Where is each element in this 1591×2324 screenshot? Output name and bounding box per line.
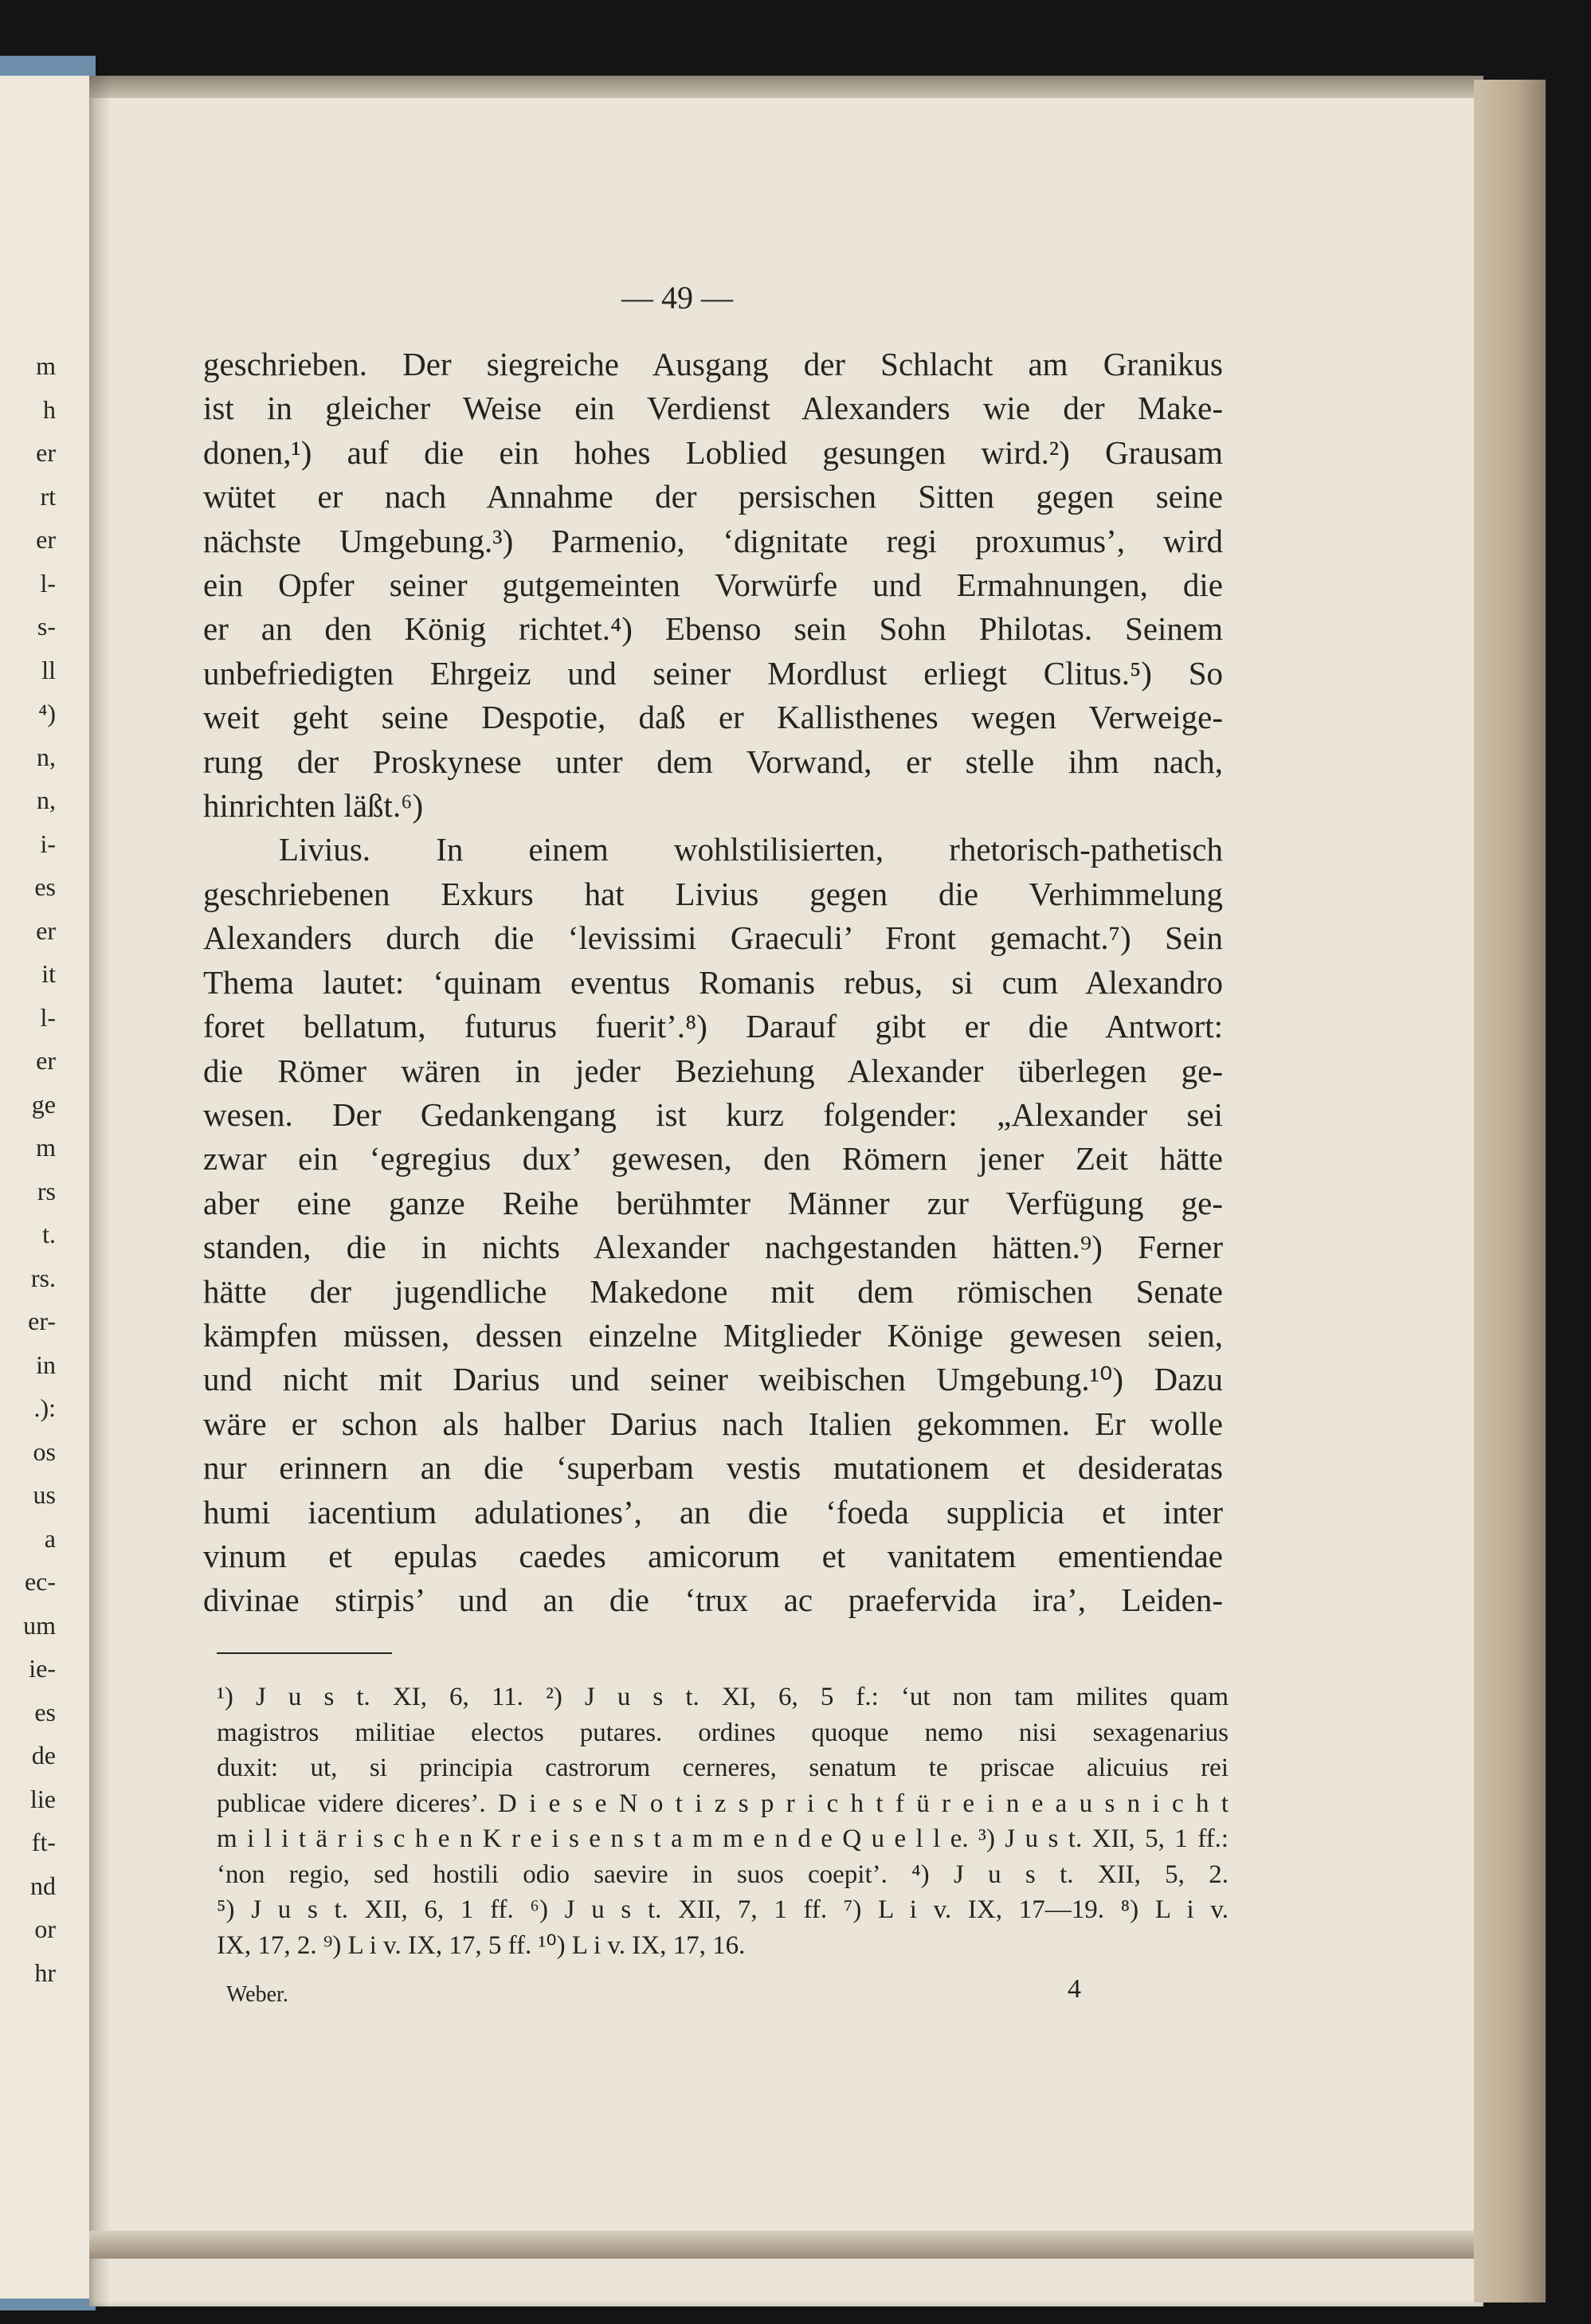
body-line: aber eine ganze Reihe berühmter Männer zur Verfügung ge- [203,1184,1223,1221]
footnote-line: IX, 17, 2. ⁹) L i v. IX, 17, 5 ff. ¹⁰) L i v. IX, 17, 16. [217,1930,746,1960]
left-page-fragment: er [36,438,56,467]
left-page-fragment: os [33,1436,56,1466]
left-page-edge [0,76,89,2299]
body-line: donen,¹) auf die ein hohes Loblied gesungen wird.²) Grausam [203,433,1223,471]
body-line: rung der Proskynese unter dem Vorwand, er stelle ihm nach, [203,743,1223,780]
left-page-fragment: us [33,1480,56,1509]
body-line: geschriebenen Exkurs hat Livius gegen die Verhimmelung [203,875,1223,912]
left-page-fragment: hr [34,1958,56,1987]
footnote-line: ¹) J u s t. XI, 6, 11. ²) J u s t. XI, 6, 5 f.: ‘ut non tam milites quam [217,1683,1229,1711]
body-line: hinrichten läßt.⁶) [203,787,424,825]
page-bottom-edge [89,2231,1483,2259]
body-line: kämpfen müssen, dessen einzelne Mitglieder Könige gewesen seien, [203,1316,1223,1354]
page-number: — 49 — [621,280,733,315]
page-top-shadow [89,76,1483,98]
left-page-fragment: rs. [30,1263,56,1292]
left-page-fragment: de [31,1741,56,1769]
left-page-fragment: ft- [31,1828,56,1856]
left-page-fragment: or [34,1914,56,1943]
left-page-fragment: h [43,394,56,424]
left-page-fragment: rt [40,481,56,511]
left-page-fragment: ge [31,1089,56,1119]
left-page-fragment: rs [37,1176,56,1205]
body-line: foret bellatum, futurus fuerit’.⁸) Darauf gibt er die Antwort: [203,1008,1223,1045]
body-line: nur erinnern an die ‘superbam vestis mutationem et desideratas [203,1449,1223,1487]
body-line: wütet er nach Annahme der persischen Sitten gegen seine [203,478,1223,515]
footnote-line: duxit: ut, si principia castrorum cerneres, senatum te priscae alicuius rei [217,1754,1229,1782]
left-page-fragment: es [34,872,56,901]
left-page-fragment: er [36,1046,56,1075]
left-page-fragment: um [23,1610,56,1640]
body-line: humi iacentium adulationes’, an die ‘foeda supplicia et inter [203,1493,1223,1530]
footnote-line: ‘non regio, sed hostili odio saevire in suos coepit’. ⁴) J u s t. XII, 5, 2. [217,1860,1229,1889]
left-page-fragment: m [36,351,56,380]
body-line: geschrieben. Der siegreiche Ausgang der Schlacht am Granikus [203,346,1223,382]
left-page-fragment: ie- [29,1654,56,1683]
body-line: vinum et epulas caedes amicorum et vanitatem ementiendae [203,1537,1223,1574]
left-page-fragment: ⁴) [38,699,56,727]
body-line: unbefriedigten Ehrgeiz und seiner Mordlust erliegt Clitus.⁵) So [203,654,1223,692]
left-page-fragment: n, [37,786,56,814]
left-page-fragment: i- [40,829,56,858]
footnote-line: publicae videre diceres’. D i e s e N o t i z s p r i c h t f ü r e i n e a u s n i c h t [217,1789,1229,1818]
body-text [203,343,1223,1623]
body-line: weit geht seine Despotie, daß er Kallisthenes wegen Verweige- [203,699,1223,736]
page-fore-edge [1474,80,1546,2302]
page-gutter [89,76,110,2306]
left-page-fragment: a [44,1523,56,1553]
footnote-line: m i l i t ä r i s c h e n K r e i s e n s t a m m e n d e Q u e l l e. ³) J u s t. XII, 5, 1 ff.: [217,1824,1229,1853]
left-page-fragment: n, [37,742,56,771]
body-line: hätte der jugendliche Makedone mit dem römischen Senate [203,1272,1223,1310]
left-page-fragment: t. [42,1220,56,1248]
left-page-fragment: l- [40,568,56,598]
body-line: Thema lautet: ‘quinam eventus Romanis rebus, si cum Alexandro [203,963,1223,1001]
body-line: und nicht mit Darius und seiner weibischen Umgebung.¹⁰) Dazu [203,1361,1223,1398]
left-page-fragment: er [36,915,56,945]
left-page-fragment: es [34,1697,56,1726]
body-line: wäre er schon als halber Darius nach Italien gekommen. Er wolle [203,1405,1223,1442]
left-page-fragment: nd [30,1871,56,1900]
left-page-fragment: er [36,525,56,554]
footnote-separator [217,1652,392,1654]
left-page-fragment: lie [30,1784,56,1813]
footnote-line: ⁵) J u s t. XII, 6, 1 ff. ⁶) J u s t. XII, 7, 1 ff. ⁷) L i v. IX, 17—19. ⁸) L i v. [217,1895,1229,1924]
body-line: wesen. Der Gedankengang ist kurz folgender: „Alexander sei [203,1095,1223,1133]
left-page-fragment: s- [37,612,56,641]
left-page-fragment: it [41,959,56,988]
footnote-line: magistros militiae electos putares. ordines quoque nemo nisi sexagenarius [217,1718,1229,1747]
left-page-fragment: er- [28,1307,56,1335]
left-page-fragment: ec- [24,1567,56,1596]
body-line: nächste Umgebung.³) Parmenio, ‘dignitate regi proxumus’, wird [203,522,1223,559]
body-line: ist in gleicher Weise ein Verdienst Alexanders wie der Make- [203,390,1223,427]
left-page-fragment: ll [41,655,56,684]
body-line: zwar ein ‘egregius dux’ gewesen, den Römern jener Zeit hätte [203,1140,1223,1178]
body-line: standen, die in nichts Alexander nachgestanden hätten.⁹) Ferner [203,1229,1223,1266]
body-line: er an den König richtet.⁴) Ebenso sein Sohn Philotas. Seinem [203,610,1223,648]
left-page-fragment: .): [33,1393,56,1422]
signature-mark: Weber. [226,1982,288,2007]
left-page-fragment: l- [40,1002,56,1032]
body-line: Alexanders durch die ‘levissimi Graeculi’ Front gemacht.⁷) Sein [203,919,1223,957]
left-page-fragment: in [36,1350,56,1379]
body-line: Livius. In einem wohlstilisierten, rhetorisch-pathetisch [279,831,1223,868]
body-line: die Römer wären in jeder Beziehung Alexander überlegen ge- [203,1052,1223,1089]
left-page-fragment: m [36,1133,56,1162]
body-line: divinae stirpis’ und an die ‘trux ac praefervida ira’, Leiden- [203,1581,1223,1619]
signature-number: 4 [1068,1974,1081,2004]
body-line: ein Opfer seiner gutgemeinten Vorwürfe und Ermahnungen, die [203,566,1223,604]
footnotes [217,1679,1229,1963]
